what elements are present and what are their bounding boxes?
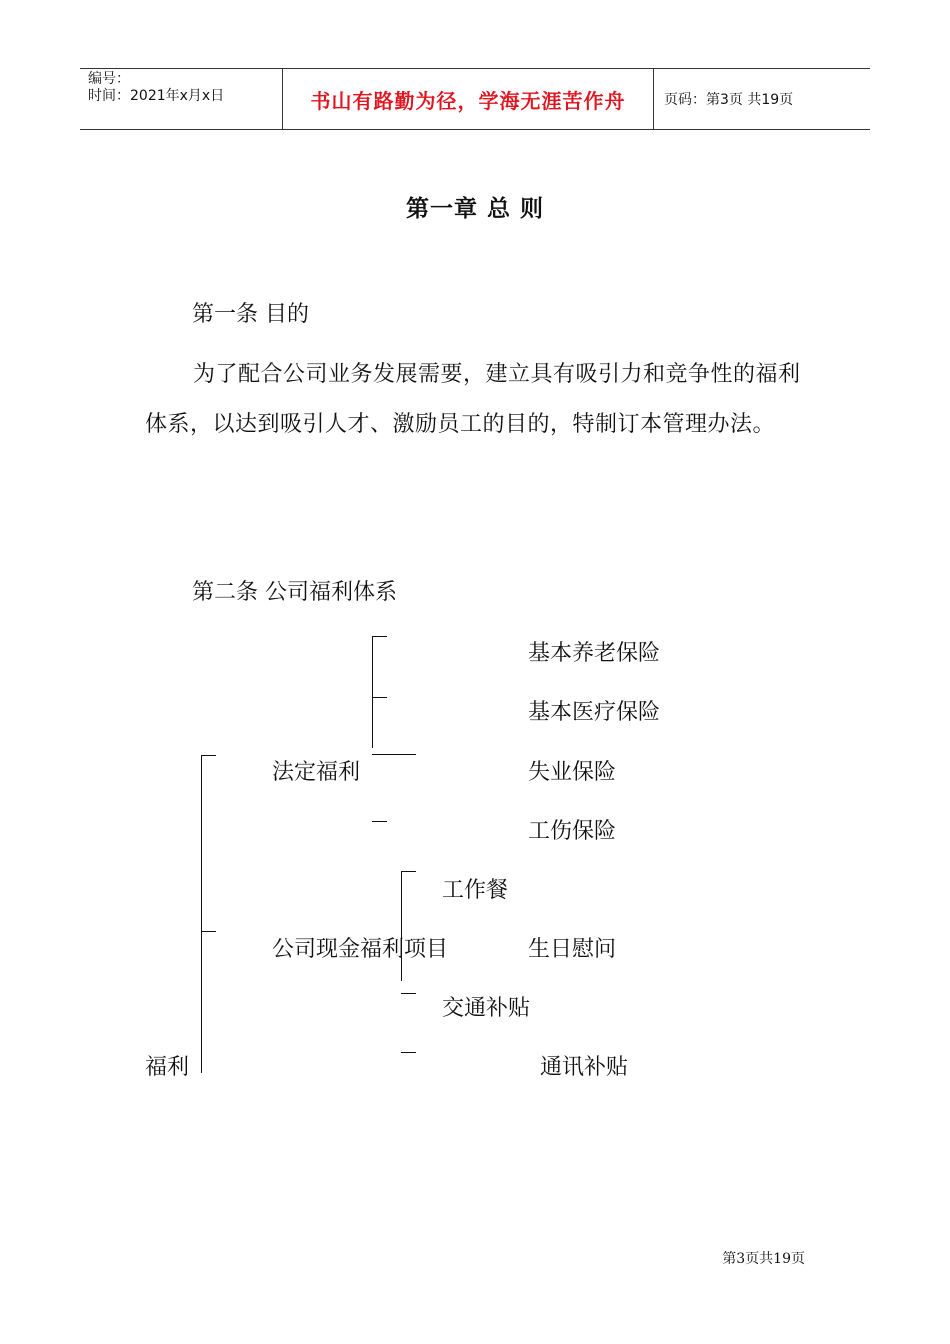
statutory-bracket-tick [372,697,387,698]
article-1-title: 第一条 目的 [192,302,309,327]
statutory-bracket-tick [372,754,416,755]
header-page-info: 页码：第3页 共19页 [664,92,794,108]
statutory-bracket-tick [372,821,387,822]
article-1-body: 为了配合公司业务发展需要，建立具有吸引力和竞争性的福利体系，以达到吸引人才、激励员工的目的，特制订本管理办法。 [145,362,801,437]
header-meta [80,69,282,129]
document-time: 时间：2021年x月x日 [88,88,225,104]
cash-item: 工作餐 [442,878,509,903]
article-2-title: 第二条 公司福利体系 [192,580,397,605]
statutory-bracket-line [372,636,373,748]
page-footer: 第3页共19页 [722,1251,805,1267]
header-motto: 书山有路勤为径，学海无涯苦作舟 [282,69,654,129]
cash-item: 交通补贴 [442,996,531,1021]
cash-bracket-tick [401,871,416,872]
tree-root-label: 福利 [145,1055,190,1080]
cash-item: 生日慰问 [528,937,617,962]
cash-bracket-tick [401,993,416,994]
cash-bracket-line [401,871,402,981]
cash-item: 通讯补贴 [540,1055,629,1080]
page-header [80,68,870,130]
statutory-item: 失业保险 [528,760,617,785]
statutory-item: 工伤保险 [528,819,617,844]
statutory-item: 基本医疗保险 [528,700,661,725]
cash-label: 公司现金福利项目 [272,937,449,962]
cash-bracket-tick [401,1052,416,1053]
root-bracket-tick [201,755,216,756]
root-bracket-tick [201,931,216,932]
statutory-bracket-tick [372,636,387,637]
document-number-label: 编号： [88,71,130,87]
chapter-title: 第一章 总 则 [405,195,544,222]
root-bracket-line [201,755,202,1073]
statutory-label: 法定福利 [272,760,361,785]
statutory-item: 基本养老保险 [528,641,661,666]
